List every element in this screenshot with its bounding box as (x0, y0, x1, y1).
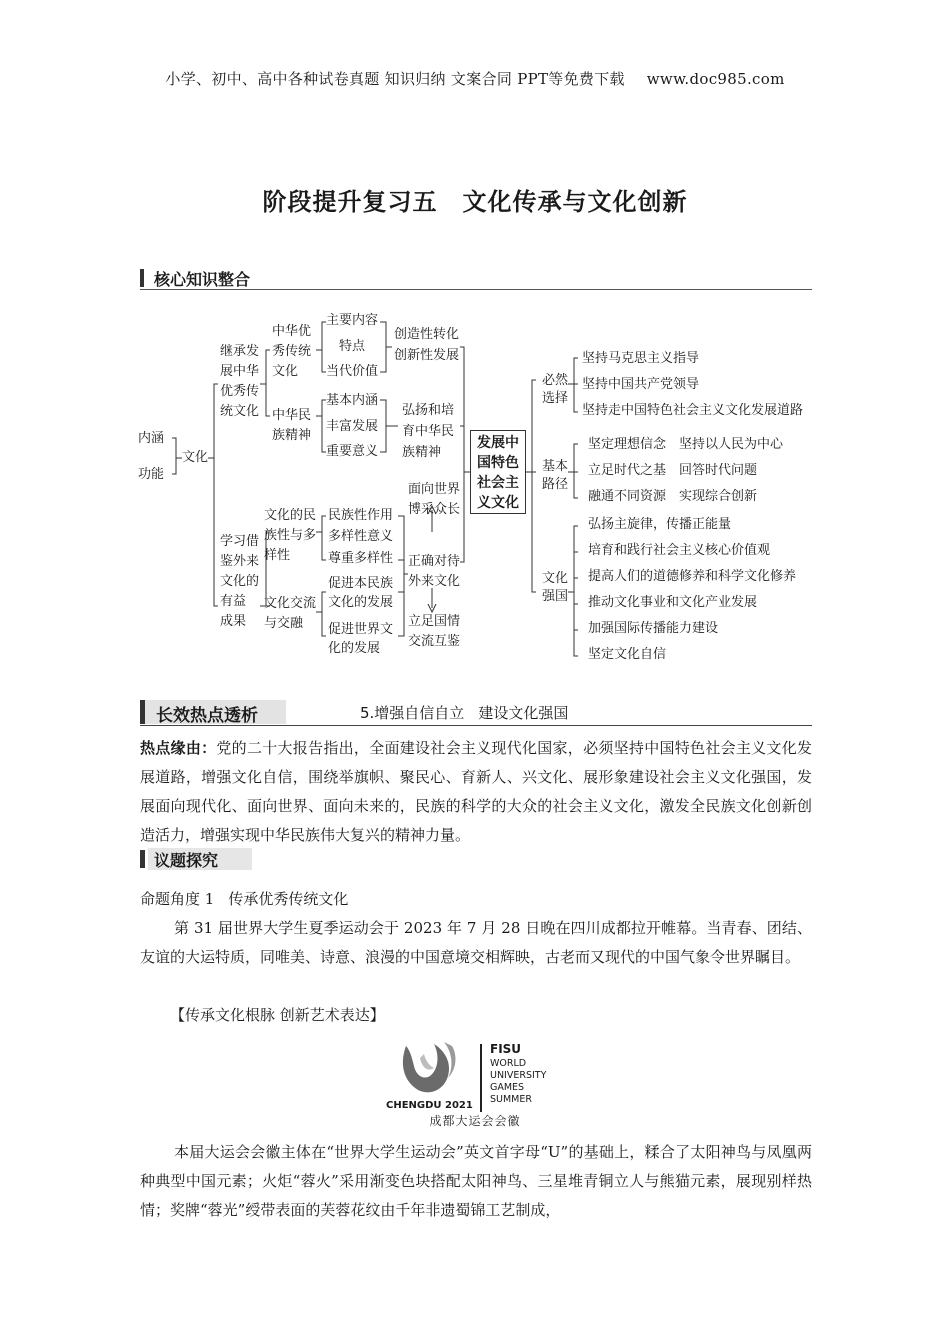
bracket-r1 (574, 358, 578, 412)
section-marker (140, 850, 145, 868)
r1-item: 坚持走中国特色社会主义文化发展道路 (582, 403, 804, 418)
hot-text: 党的二十大报告指出，全面建设社会主义现代化国家，必须坚持中国特色社会主义文化发展道路，增强文化自信，围绕举旗帜、聚民心、育新人、兴文化、展形象建设社会主义文化强国，发展面向现代化、面向世界、面向未来的，民族的科学的大众的社会主义文化，激发全民族文化创新创造活力，增强实现中华民族伟大复兴的精神力量。 (140, 739, 812, 844)
r2-item: 坚定理想信念 坚持以人民为中心 (588, 437, 784, 452)
a1-item: 当代价值 (325, 364, 378, 379)
branch-b: 学习借 鉴外来 文化的 有益 成果 (220, 534, 260, 629)
bracket-right (532, 380, 536, 592)
root-top: 内涵 (138, 431, 165, 446)
section-core-knowledge (140, 266, 812, 290)
b1-item: 多样性意义 (328, 529, 394, 544)
logo-word: WORLD (490, 1058, 527, 1069)
logo-city: CHENGDU 2021 (386, 1100, 473, 1111)
b-mid: 正确对待 外来文化 (408, 554, 461, 589)
hot-reason-paragraph (140, 734, 812, 850)
topic-num: 5.增强自信自立 (360, 704, 465, 722)
r2-item: 融通不同资源 实现综合创新 (588, 489, 758, 504)
header-url[interactable]: www.doc985.com (646, 70, 785, 88)
logo-word: UNIVERSITY (490, 1070, 547, 1081)
logo-word: SUMMER (490, 1094, 532, 1105)
r2-item: 立足时代之基 回答时代问题 (588, 463, 758, 478)
header-text: 小学、初中、高中各种试卷真题 知识归纳 文案合同 PPT等免费下载 (165, 70, 625, 88)
topic-title (360, 702, 568, 723)
a2-item: 基本内涵 (325, 393, 378, 408)
sun-bird-emblem-icon (386, 1040, 476, 1100)
logo-fisu: FISU (490, 1042, 522, 1056)
angle-text: 传承优秀传统文化 (228, 890, 349, 908)
a2-result: 弘扬和培 育中华民 族精神 (402, 403, 455, 460)
a1-item: 特点 (338, 339, 365, 354)
angle-label: 命题角度 1 (140, 890, 215, 908)
section-title: 长效热点透析 (156, 706, 258, 726)
a1-result: 创造性转化 创新性发展 (394, 327, 460, 363)
b1-item: 民族性作用 (328, 508, 394, 523)
bracket-culture (214, 384, 218, 606)
b-bottom: 立足国情 交流互鉴 (408, 614, 461, 649)
bracket-a (266, 350, 270, 416)
knowledge-mindmap (136, 300, 816, 672)
section-marker (140, 700, 145, 724)
topic-rest: 建设文化强国 (478, 704, 569, 722)
r3-item: 培育和践行社会主义核心价值观 (588, 543, 771, 558)
bracket-b2 (322, 592, 326, 636)
logo-caption: 成都大运会会徽 (429, 1114, 521, 1128)
node-a2: 中华民 族精神 (272, 408, 312, 443)
b2-item: 促进世界文 化的发展 (328, 622, 394, 656)
bracket-r2 (574, 444, 578, 498)
universiade-paragraph: 第 31 届世界大学生夏季运动会于 2023 年 7 月 28 日晚在四川成都拉开帷幕。当青春、团结、友谊的大运特质，同唯美、诗意、浪漫的中国意境交相辉映，古老而又现代的中国气象令世界瞩目。 (140, 919, 812, 966)
page-title: 阶段提升复习五 文化传承与文化创新 (262, 188, 688, 216)
node-r2: 基本 路径 (542, 459, 569, 492)
b2-item: 促进本民族 文化的发展 (328, 576, 394, 610)
branch-a: 继承发 展中华 优秀传 统文化 (220, 344, 260, 419)
a2-item: 重要意义 (325, 444, 378, 459)
a1-item: 主要内容 (325, 313, 378, 328)
r1-item: 坚持中国共产党领导 (582, 377, 700, 392)
logo-word: GAMES (490, 1082, 525, 1093)
section-title: 核心知识整合 (154, 270, 251, 289)
emblem-paragraph: 本届大运会会徽主体在“世界大学生运动会”英文首字母“U”的基础上，糅合了太阳神鸟与凤凰两种典型中国元素；火炬“蓉火”采用渐变色块搭配太阳神鸟、三星堆青铜立人与熊猫元素，展现别样热情；奖牌“蓉光”绶带表面的芙蓉花纹由千年非遗蜀锦工艺制成， (140, 1143, 812, 1219)
page-header (0, 68, 950, 89)
r3-item: 推动文化事业和文化产业发展 (588, 595, 758, 610)
section-title: 议题探究 (154, 851, 219, 870)
node-r3: 文化 强国 (542, 571, 569, 604)
bracket-b1 (322, 516, 326, 560)
bracket-root (172, 438, 176, 474)
logo-divider (480, 1044, 482, 1112)
hot-label: 热点缘由： (140, 739, 217, 757)
connector (574, 552, 578, 630)
r3-item: 提高人们的道德修养和科学文化修养 (588, 569, 797, 584)
b-top: 面向世界 博采众长 (408, 482, 461, 517)
r3-item: 弘扬主旋律，传播正能量 (588, 517, 732, 532)
root-bottom: 功能 (138, 467, 165, 482)
node-b1: 文化的民 族性与多 样性 (264, 508, 317, 563)
r3-item: 坚定文化自信 (588, 647, 667, 662)
node-r1: 必然 选择 (542, 373, 569, 406)
b1-item: 尊重多样性 (328, 551, 394, 566)
node-b2: 文化交流 与交融 (264, 596, 317, 631)
r3-item: 加强国际传播能力建设 (588, 621, 719, 636)
a2-item: 丰富发展 (325, 419, 378, 434)
section-marker (140, 269, 144, 287)
bracket-b2-right (398, 592, 404, 636)
r1-item: 坚持马克思主义指导 (582, 351, 700, 366)
bracket-b1-right (398, 516, 404, 560)
connector-b-center (460, 472, 464, 562)
node-a1: 中华优 秀传统 文化 (272, 324, 312, 379)
center-node: 发展中 国特色 社会主 义文化 (470, 430, 526, 514)
culture-node: 文化 (182, 450, 209, 465)
bracket-heading: 【传承文化根脉 创新艺术表达】 (170, 1006, 385, 1024)
connector-a-center (460, 347, 470, 472)
question-angle (140, 888, 348, 909)
bracket-r3 (574, 526, 578, 656)
